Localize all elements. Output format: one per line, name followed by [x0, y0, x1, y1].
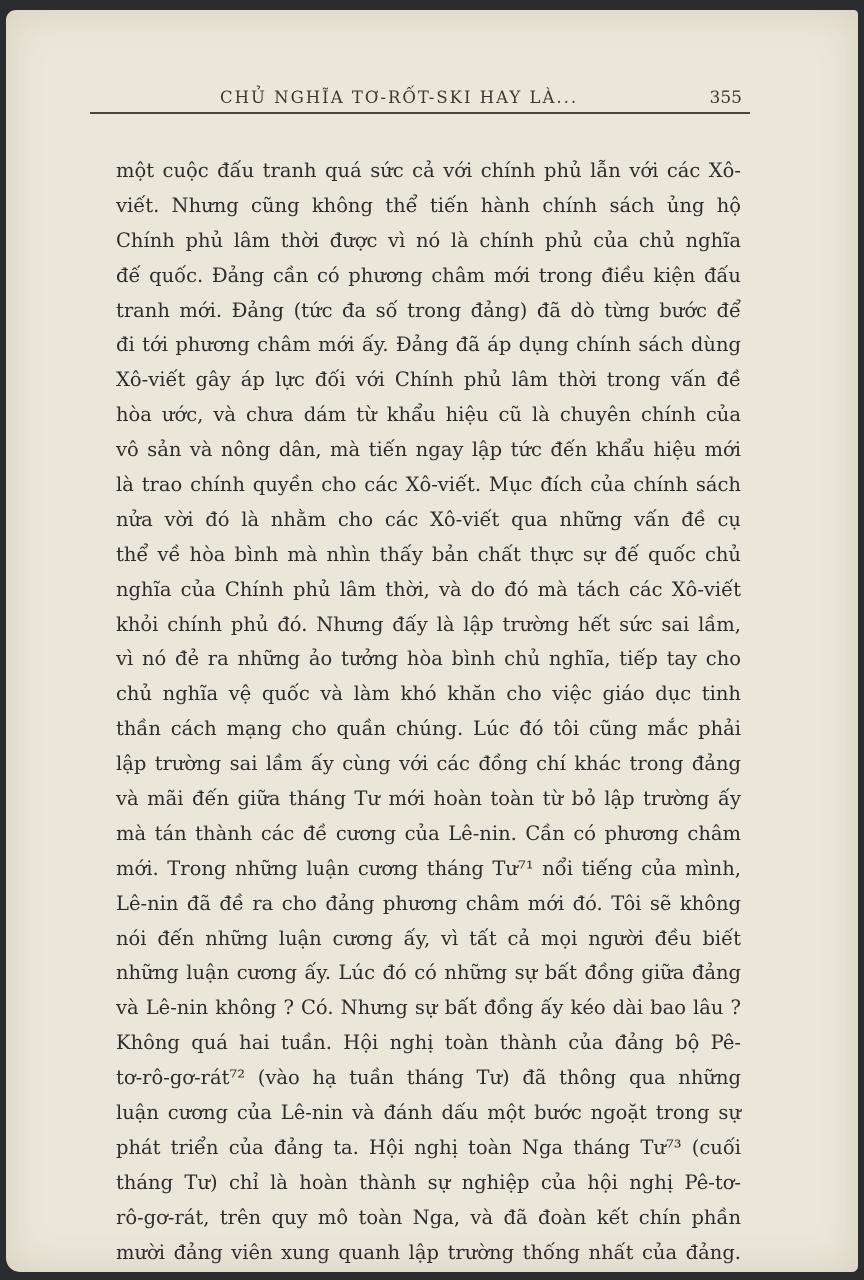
page-number: 355	[709, 88, 742, 108]
text-line: viết. Nhưng cũng không thể tiến hành chính sách ủng hộ	[116, 193, 741, 217]
text-line: và mãi đến giữa tháng Tư mới hoàn toàn từ bỏ lập trường ấy	[116, 787, 741, 811]
text-line: mới. Trong những luận cương tháng Tư⁷¹ nổi tiếng của mình,	[116, 856, 741, 880]
text-line: Chính phủ lâm thời được vì nó là chính phủ của chủ nghĩa	[116, 228, 741, 252]
text-line: Không quá hai tuần. Hội nghị toàn thành của đảng bộ Pê-	[116, 1031, 741, 1055]
text-line: chủ nghĩa vệ quốc và làm khó khăn cho việc giáo dục tinh	[116, 682, 741, 706]
text-line: thần cách mạng cho quần chúng. Lúc đó tôi cũng mắc phải	[116, 717, 741, 741]
text-line: nghĩa của Chính phủ lâm thời, và do đó mà tách các Xô-viết	[116, 577, 741, 601]
body-text	[116, 154, 741, 1271]
text-line: vô sản và nông dân, mà tiến ngay lập tức đến khẩu hiệu mới	[116, 438, 741, 462]
text-line: nói đến những luận cương ấy, vì tất cả mọi người đều biết	[116, 926, 741, 950]
text-line: là trao chính quyền cho các Xô-viết. Mục đích của chính sách	[116, 473, 741, 497]
text-line: những luận cương ấy. Lúc đó có những sự bất đồng giữa đảng	[116, 961, 741, 985]
text-line: tranh mới. Đảng (tức đa số trong đảng) đã dò từng bước để	[116, 298, 741, 322]
text-line: rô-gơ-rát, trên quy mô toàn Nga, và đã đoàn kết chín phần	[116, 1205, 741, 1229]
text-line: nửa vời đó là nhằm cho các Xô-viết qua những vấn đề cụ	[116, 507, 741, 531]
text-line: một cuộc đấu tranh quá sức cả với chính phủ lẫn với các Xô-	[116, 159, 741, 182]
text-line: đế quốc. Đảng cần có phương châm mới trong điều kiện đấu	[116, 263, 741, 287]
text-line: lập trường sai lầm ấy cùng với các đồng chí khác trong đảng	[116, 752, 741, 776]
text-line: hòa ước, và chưa dám từ khẩu hiệu cũ là chuyên chính của	[116, 403, 741, 427]
text-line: Lê-nin đã đề ra cho đảng phương châm mới đó. Tôi sẽ không	[116, 891, 741, 915]
book-page	[6, 10, 858, 1272]
header-rule	[90, 112, 750, 114]
text-line: phát triển của đảng ta. Hội nghị toàn Nga tháng Tư⁷³ (cuối	[116, 1135, 741, 1159]
text-line: luận cương của Lê-nin và đánh dấu một bước ngoặt trong sự	[116, 1101, 741, 1125]
text-line: thể về hòa bình mà nhìn thấy bản chất thực sự đế quốc chủ	[116, 542, 741, 566]
text-line: tơ-rô-gơ-rát⁷² (vào hạ tuần tháng Tư) đã thông qua những	[116, 1066, 741, 1090]
text-line: Xô-viết gây áp lực đối với Chính phủ lâm thời trong vấn đề	[116, 368, 741, 392]
running-title: CHỦ NGHĨA TƠ-RỐT-SKI HAY LÀ...	[220, 88, 579, 107]
text-line: tháng Tư) chỉ là hoàn thành sự nghiệp của hội nghị Pê-tơ-	[116, 1170, 741, 1194]
text-line: đi tới phương châm mới ấy. Đảng đã áp dụng chính sách dùng	[116, 333, 741, 357]
text-line: mười đảng viên xung quanh lập trường thống nhất của đảng.	[116, 1240, 741, 1264]
text-line: mà tán thành các đề cương của Lê-nin. Cần có phương châm	[116, 821, 741, 845]
text-line: vì nó đẻ ra những ảo tưởng hòa bình chủ nghĩa, tiếp tay cho	[116, 647, 741, 671]
text-line: khỏi chính phủ đó. Nhưng đấy là lập trường hết sức sai lầm,	[116, 612, 741, 636]
text-line: và Lê-nin không ? Có. Nhưng sự bất đồng ấy kéo dài bao lâu ?	[116, 996, 741, 1020]
